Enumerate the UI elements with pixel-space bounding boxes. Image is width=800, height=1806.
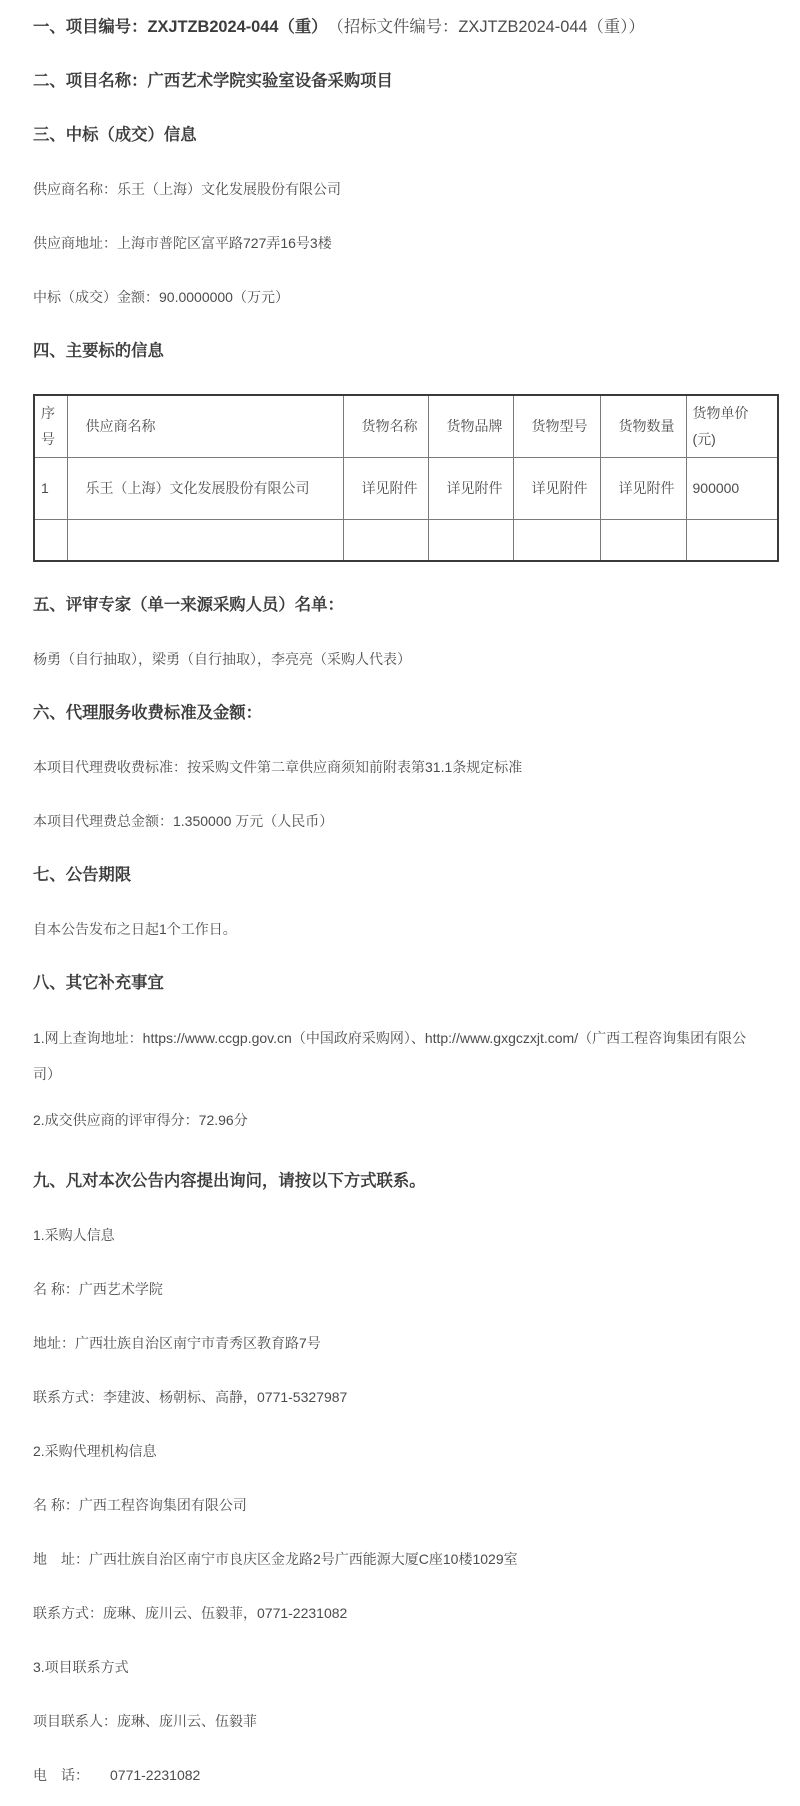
main-subject-table	[33, 394, 779, 562]
header-goods-name: 货物名称	[343, 395, 428, 457]
header-goods-model: 货物型号	[513, 395, 600, 457]
cell-empty	[686, 519, 778, 561]
section-9-contact-heading: 九、凡对本次公告内容提出询问，请按以下方式联系。	[33, 1172, 426, 1190]
section-2-project-name: 二、项目名称：广西艺术学院实验室设备采购项目	[33, 72, 393, 90]
notice-period-text: 自本公告发布之日起1个工作日。	[33, 921, 237, 937]
agency-fee-total: 本项目代理费总金额：1.350000 万元（人民币）	[33, 813, 334, 829]
cell-empty	[34, 519, 67, 561]
header-seq: 序号	[34, 395, 67, 457]
buyer-name: 名 称：广西艺术学院	[33, 1281, 163, 1297]
header-goods-brand: 货物品牌	[428, 395, 513, 457]
supplier-address: 供应商地址：上海市普陀区富平路727弄16号3楼	[33, 235, 332, 251]
cell-goods-name: 详见附件	[343, 457, 428, 519]
header-goods-qty: 货物数量	[600, 395, 686, 457]
cell-empty	[343, 519, 428, 561]
review-score: 2.成交供应商的评审得分：72.96分	[33, 1112, 248, 1128]
table-row	[34, 457, 778, 519]
cell-empty	[428, 519, 513, 561]
section-6-agency-fee-heading: 六、代理服务收费标准及金额：	[33, 704, 263, 722]
project-contact-persons: 项目联系人：庞琳、庞川云、伍毅菲	[33, 1713, 257, 1729]
cell-goods-model: 详见附件	[513, 457, 600, 519]
supplier-name: 供应商名称：乐王（上海）文化发展股份有限公司	[33, 181, 341, 197]
agent-info-title: 2.采购代理机构信息	[33, 1443, 157, 1459]
section-3-award-info-heading: 三、中标（成交）信息	[33, 126, 197, 144]
section-1-project-number	[33, 16, 767, 38]
buyer-address: 地址：广西壮族自治区南宁市青秀区教育路7号	[33, 1335, 321, 1351]
buyer-contact: 联系方式：李建波、杨朝标、高静，0771-5327987	[33, 1389, 348, 1405]
agent-address: 地 址：广西壮族自治区南宁市良庆区金龙路2号广西能源大厦C座10楼1029室	[33, 1551, 518, 1567]
header-supplier-name: 供应商名称	[67, 395, 343, 457]
section-8-supplementary-heading: 八、其它补充事宜	[33, 974, 164, 992]
agency-fee-standard: 本项目代理费收费标准：按采购文件第二章供应商须知前附表第31.1条规定标准	[33, 759, 523, 775]
agent-name: 名 称：广西工程咨询集团有限公司	[33, 1497, 247, 1513]
agent-contact: 联系方式：庞琳、庞川云、伍毅菲，0771-2231082	[33, 1605, 348, 1621]
section-5-experts-heading: 五、评审专家（单一来源采购人员）名单：	[33, 596, 344, 614]
section-7-notice-period-heading: 七、公告期限	[33, 866, 132, 884]
cell-goods-unit-price: 900000	[686, 457, 778, 519]
award-amount: 中标（成交）金额：90.0000000（万元）	[33, 289, 289, 305]
table-row-empty	[34, 519, 778, 561]
section-4-main-subject-heading: 四、主要标的信息	[33, 342, 164, 360]
cell-empty	[513, 519, 600, 561]
cell-supplier-name: 乐王（上海）文化发展股份有限公司	[67, 457, 343, 519]
project-number-bold: 一、项目编号：ZXJTZB2024-044（重）	[33, 18, 320, 36]
cell-goods-qty: 详见附件	[600, 457, 686, 519]
project-contact-title: 3.项目联系方式	[33, 1659, 129, 1675]
cell-seq: 1	[34, 457, 67, 519]
header-goods-unit-price: 货物单价(元)	[686, 395, 778, 457]
project-contact-phone: 电 话： 0771-2231082	[33, 1767, 201, 1783]
online-query-urls: 1.网上查询地址：https://www.ccgp.gov.cn（中国政府采购网）、http://www.gxgczxjt.com/（广西工程咨询集团有限公司）	[33, 1030, 747, 1082]
cell-empty	[600, 519, 686, 561]
buyer-info-title: 1.采购人信息	[33, 1227, 115, 1243]
cell-empty	[67, 519, 343, 561]
experts-list: 杨勇（自行抽取），梁勇（自行抽取），李亮亮（采购人代表）	[33, 651, 411, 667]
table-header-row	[34, 395, 778, 457]
cell-goods-brand: 详见附件	[428, 457, 513, 519]
bid-doc-number: （招标文件编号：ZXJTZB2024-044（重））	[319, 18, 645, 36]
